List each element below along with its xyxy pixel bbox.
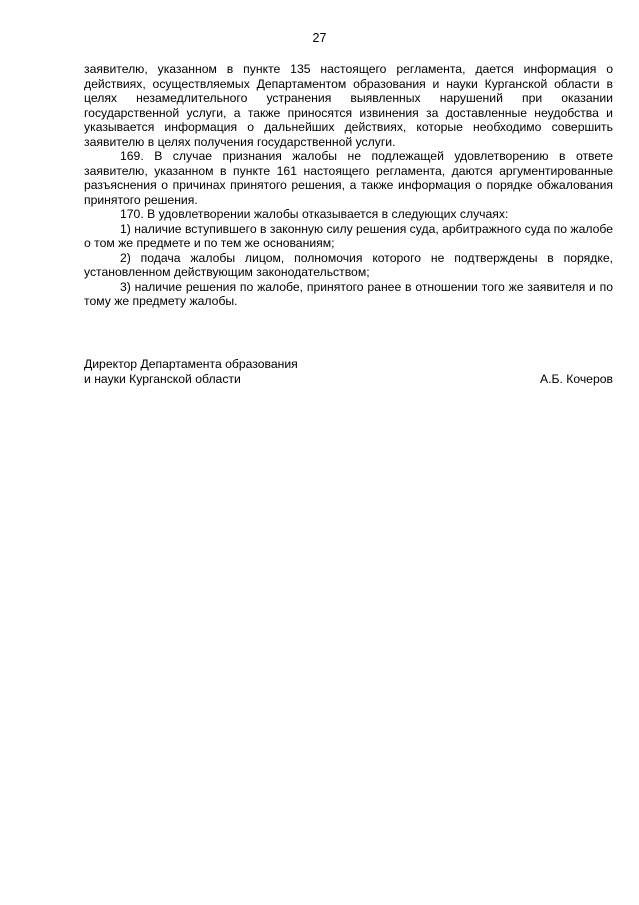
signatory-position-line-2: и науки Курганской области — [84, 372, 241, 386]
signatory-name: А.Б. Кочеров — [539, 372, 613, 386]
signature-block — [84, 357, 613, 387]
page-number: 27 — [312, 31, 327, 45]
list-item-3: 3) наличие решения по жалобе, принятого ранее в отношении того же заявителя и по тому же предмету жалобы. — [84, 279, 613, 308]
list-item-2: 2) подача жалобы лицом, полномочия которого не подтверждены в порядке, установленном действующим законодательством; — [84, 250, 613, 279]
paragraph-continuation: заявителю, указанном в пункте 135 настоящего регламента, дается информация о действиях, осуществляемых Департаментом образования и науки Курганской области в целях незамедлительного устранения выявленных нарушений при оказании государственной услуги, а также приносятся извинения за доставленные неудобства и указывается информация о дальнейших действиях, которые необходимо совершить заявителю в целях получения государственной услуги. — [84, 62, 613, 149]
list-item-1: 1) наличие вступившего в законную силу решения суда, арбитражного суда по жалобе о том же предмете и по тем же основаниям; — [84, 221, 614, 250]
paragraph-169: 169. В случае признания жалобы не подлежащей удовлетворению в ответе заявителю, указанном в пункте 161 настоящего регламента, даются аргументированные разъяснения о причинах принятого решения, а также информация о порядке обжалования принятого решения. — [84, 149, 613, 207]
paragraph-170: 170. В удовлетворении жалобы отказывается в следующих случаях: — [120, 207, 509, 221]
document-body — [84, 62, 613, 309]
signatory-position-line-1: Директор Департамента образования — [84, 357, 298, 371]
